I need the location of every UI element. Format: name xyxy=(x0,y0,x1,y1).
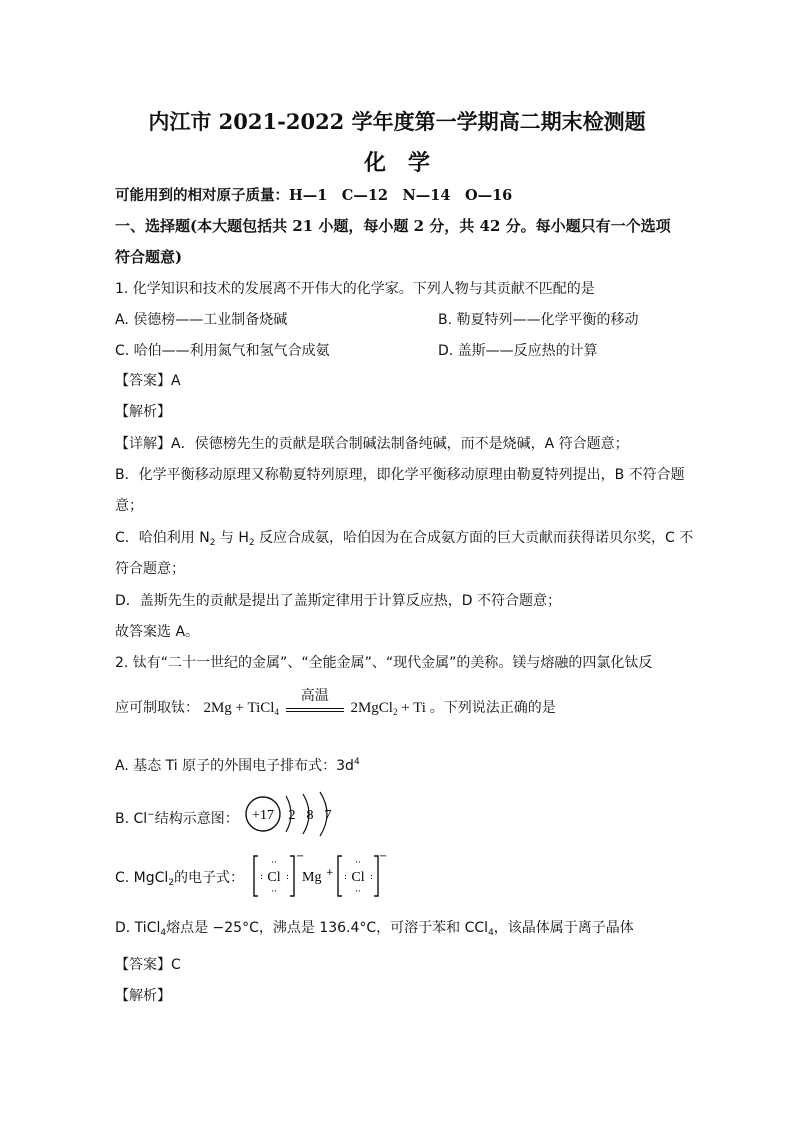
q1-analysis-label: 【解析】 xyxy=(115,404,171,420)
q2-option-a: A. 基态 Ti 原子的外围电子排布式：$3d^4$ xyxy=(115,757,360,774)
q1-option-b: B. 勒夏特列——化学平衡的移动 xyxy=(438,312,639,328)
right-cl-dots-top: ·· xyxy=(355,858,361,868)
q1-detail-d: D．盖斯先生的贡献是提出了盖斯定律用于计算反应热，D 不符合题意； xyxy=(115,593,562,609)
left-cl-dots-top: ·· xyxy=(271,858,277,868)
atomic-masses: 可能用到的相对原子质量：H—1 C—12 N—14 O—16 xyxy=(115,187,513,204)
q1-option-c: C. 哈伯——利用氮气和氢气合成氨 xyxy=(115,343,330,359)
q1-option-d: D. 盖斯——反应热的计算 xyxy=(438,343,598,359)
q1-stem: 1. 化学知识和技术的发展离不开伟大的化学家。下列人物与其贡献不匹配的是 xyxy=(115,281,595,297)
section-heading-line2: 符合题意) xyxy=(115,248,183,266)
q1-detail-b-line1: B．化学平衡移动原理又称勒夏特列原理，即化学平衡移动原理由勒夏特列提出，B 不符合题 xyxy=(115,467,685,483)
subject-title: 化 学 xyxy=(363,150,430,176)
q2-option-d: D. TiCl$_4$熔点是 −25°C，沸点是 136.4°C，可溶于苯和 CCl$_4$，该晶体属于离子晶体 xyxy=(115,920,634,938)
mgcl2-electron-formula xyxy=(252,851,388,899)
right-cl-dots-bottom: ·· xyxy=(355,887,361,897)
magnesium-symbol: Mg xyxy=(302,870,322,885)
q2-option-b: B. Cl−结构示意图： xyxy=(115,810,239,827)
reaction-equation: 2Mg + TiCl$_4$ 高温 2MgCl$_2$ + Ti xyxy=(203,687,426,717)
q2-answer: 【答案】C xyxy=(115,957,181,973)
q2-option-c: C. MgCl$_2$的电子式： xyxy=(115,870,245,888)
shell-2-electrons: 8 xyxy=(306,808,314,823)
left-cl-dots-bottom: ·· xyxy=(271,887,277,897)
shell-1-electrons: 2 xyxy=(288,808,296,823)
right-cl-dots-right: : xyxy=(370,872,374,882)
left-cl-charge: − xyxy=(296,851,305,862)
right-chlorine-symbol: Cl xyxy=(351,870,365,885)
reaction-arrow xyxy=(286,687,344,719)
reaction-condition: 高温 xyxy=(300,687,329,704)
left-cl-dots-left: : xyxy=(260,872,264,882)
left-chlorine-symbol: Cl xyxy=(267,870,281,885)
shell-3-electrons: 7 xyxy=(324,808,332,823)
right-cl-dots-left: : xyxy=(344,872,348,882)
q1-answer: 【答案】A xyxy=(115,373,181,389)
q1-detail-a: 【详解】A．侯德榜先生的贡献是联合制碱法制备纯碱，而不是烧碱，A 符合题意； xyxy=(115,436,629,452)
q1-option-a: A. 侯德榜——工业制备烧碱 xyxy=(115,312,288,328)
q2-stem-line2: 应可制取钛： 2Mg + TiCl$_4$ 高温 2MgCl$_2$ + Ti 。下列说法正确的是 xyxy=(115,687,556,717)
exam-title: 内江市 2021-2022 学年度第一学期高二期末检测题 xyxy=(148,109,646,134)
magnesium-charge: + xyxy=(326,868,334,878)
nucleus-charge: +17 xyxy=(252,808,274,823)
q2-stem-line1: 2. 钛有“二十一世纪的金属”、“全能金属”、“现代金属”的美称。镁与熔融的四氯化钛反 xyxy=(115,655,653,671)
q2-analysis-label: 【解析】 xyxy=(115,988,171,1004)
section-heading-line1: 一、选择题(本大题包括共 21 小题，每小题 2 分，共 42 分。每小题只有一个选项 xyxy=(115,217,671,235)
right-cl-charge: − xyxy=(379,851,388,862)
chloride-ion-structure-diagram xyxy=(240,786,340,844)
q1-detail-c-line1: C．哈伯利用 $N_2$ 与 $H_2$ 反应合成氨，哈伯因为在合成氨方面的巨大贡献而获得诺贝尔奖，C 不 xyxy=(115,530,694,548)
q1-detail-c-line2: 符合题意； xyxy=(115,561,185,577)
q1-conclusion: 故答案选 A。 xyxy=(115,624,200,640)
left-cl-dots-right: : xyxy=(286,872,290,882)
q1-detail-b-line2: 意； xyxy=(115,498,143,514)
